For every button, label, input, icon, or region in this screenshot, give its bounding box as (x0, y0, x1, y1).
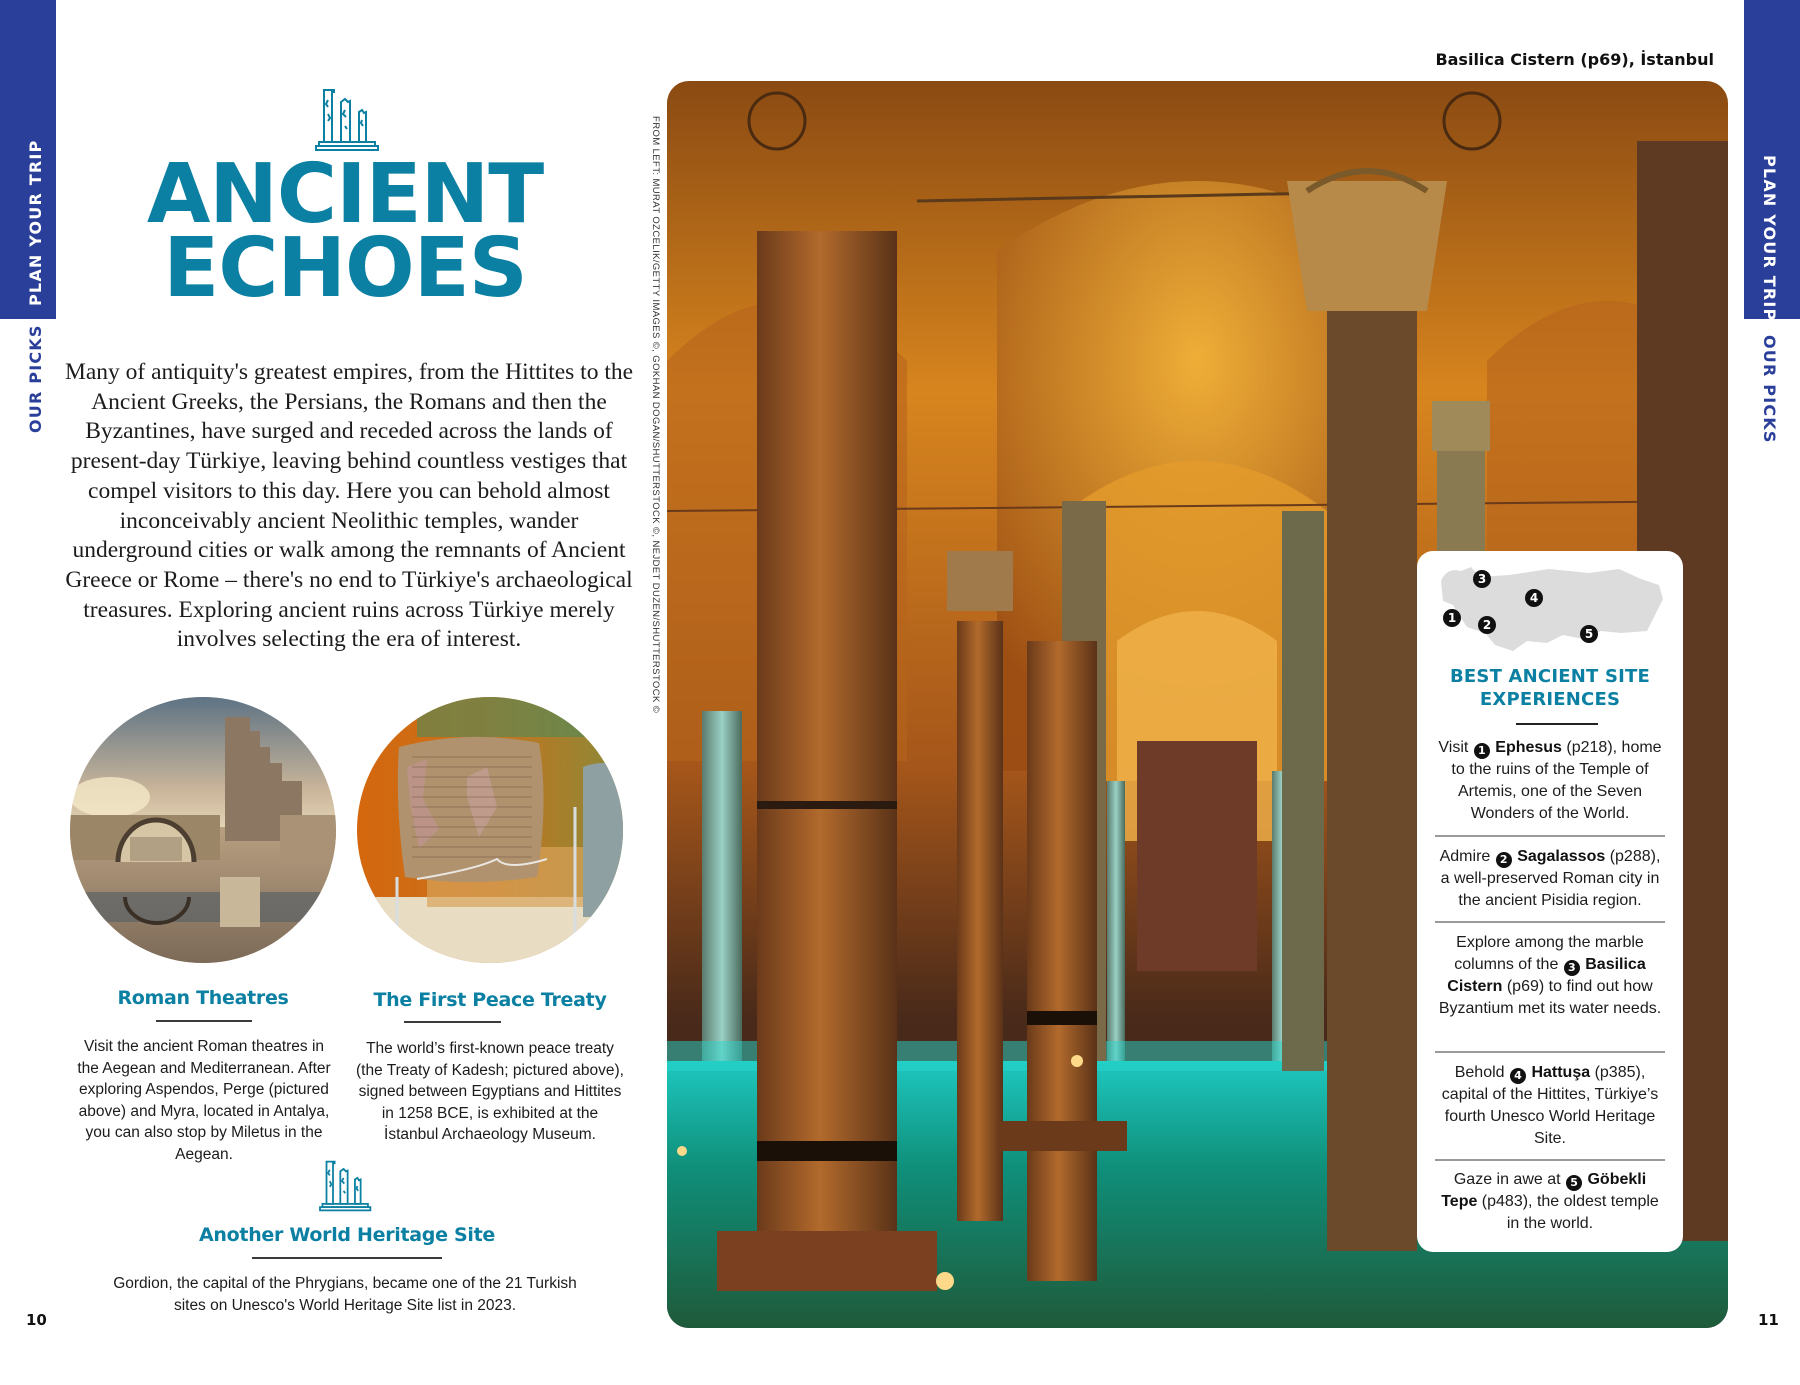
subsection-label-right: OUR PICKS (1760, 335, 1779, 444)
subsection-label-left: OUR PICKS (26, 324, 45, 433)
info-title-rule (1516, 723, 1598, 725)
feature-rule (156, 1020, 252, 1022)
map-marker-2: 2 (1478, 616, 1496, 634)
divider (1435, 835, 1665, 837)
intro-paragraph: Many of antiquity's greatest empires, from the Hittites to the Ancient Greeks, the Persians, the Romans and then the Byzantines, have surged and receded across the lands of present-day Türkiye, leaving behind countless vestiges that compel visitors to this day. Here you can behold almost inconceivably ancient Neolithic temples, wander underground cities or walk among the remnants of Ancient Greece or Rome – there's no end to Türkiye's archaeological treasures. Exploring ancient ruins across Türkiye merely involves selecting the era of interest. (64, 359, 634, 653)
ruined-columns-icon (318, 1160, 374, 1217)
map-marker-1: 1 (1443, 609, 1461, 627)
photo-credit: FROM LEFT: MURAT OZCELIK/GETTY IMAGES ©, GOKHAN DOGAN/SHUTTERSTOCK ©, NEJDET DUZEN/SHUTTERSTOCK © (650, 116, 661, 714)
site-item-hattusa: Behold 4 Hattuşa (p385), capital of the Hittites, Türkiye’s fourth Unesco World Heritage Site. (1441, 1064, 1659, 1147)
feature-text-first-peace-treaty: The world’s first-known peace treaty (the Treaty of Kadesh; pictured above), signed between Egyptians and Hittites in 1258 BCE, is exhibited at the İstanbul Archaeology Museum. (356, 1040, 624, 1144)
perge-ruins-photo (70, 697, 336, 963)
page-title (110, 147, 580, 316)
divider (1435, 1159, 1665, 1161)
site-item-sagalassos: Admire 2 Sagalassos (p288), a well-preserved Roman city in the ancient Pisidia region. (1439, 848, 1661, 909)
treaty-of-kadesh-tablet-photo (357, 697, 623, 963)
number-1-badge: 1 (1474, 743, 1490, 759)
best-ancient-sites-box (1417, 551, 1683, 1252)
feature-heading-world-heritage: Another World Heritage Site (199, 1224, 495, 1246)
number-5-badge: 5 (1566, 1175, 1582, 1191)
feature-rule (252, 1257, 442, 1259)
map-marker-5: 5 (1580, 625, 1598, 643)
site-item-ephesus: Visit 1 Ephesus (p218), home to the ruins of the Temple of Artemis, one of the Seven Wonders of the World. (1438, 739, 1662, 822)
section-label-left: PLAN YOUR TRIP (26, 139, 45, 306)
photo-caption: Basilica Cistern (p69), İstanbul (1435, 50, 1714, 69)
feature-rule (404, 1021, 501, 1023)
map-marker-3: 3 (1473, 570, 1491, 588)
feature-text-roman-theatres: Visit the ancient Roman theatres in the Aegean and Mediterranean. After exploring Aspendos, Perge (pictured above) and Myra, located in Antalya, you can also stop by Miletus in the Aegean. (77, 1038, 331, 1163)
turkiye-map (1437, 559, 1663, 664)
map-marker-4: 4 (1525, 589, 1543, 607)
number-3-badge: 3 (1564, 960, 1580, 976)
number-2-badge: 2 (1496, 852, 1512, 868)
number-4-badge: 4 (1510, 1068, 1526, 1084)
site-item-gobekli-tepe: Gaze in awe at 5 Göbekli Tepe (p483), the oldest temple in the world. (1441, 1171, 1659, 1232)
divider (1435, 1051, 1665, 1053)
feature-text-world-heritage: Gordion, the capital of the Phrygians, became one of the 21 Turkish sites on Unesco's World Heritage Site list in 2023. (113, 1275, 577, 1314)
feature-heading-first-peace-treaty: The First Peace Treaty (373, 989, 607, 1011)
title-line-1: ANCIENT (146, 147, 544, 242)
page-number-left: 10 (26, 1311, 47, 1329)
info-box-title: BEST ANCIENT SITE EXPERIENCES (1450, 666, 1650, 710)
divider (1435, 921, 1665, 923)
feature-heading-roman-theatres: Roman Theatres (117, 987, 289, 1009)
section-label-right: PLAN YOUR TRIP (1760, 155, 1779, 322)
title-line-2: ECHOES (163, 221, 527, 316)
page-number-right: 11 (1758, 1311, 1779, 1329)
site-item-basilica-cistern: Explore among the marble columns of the 3 Basilica Cistern (p69) to find out how Byzantium met its water needs. (1438, 934, 1662, 1017)
